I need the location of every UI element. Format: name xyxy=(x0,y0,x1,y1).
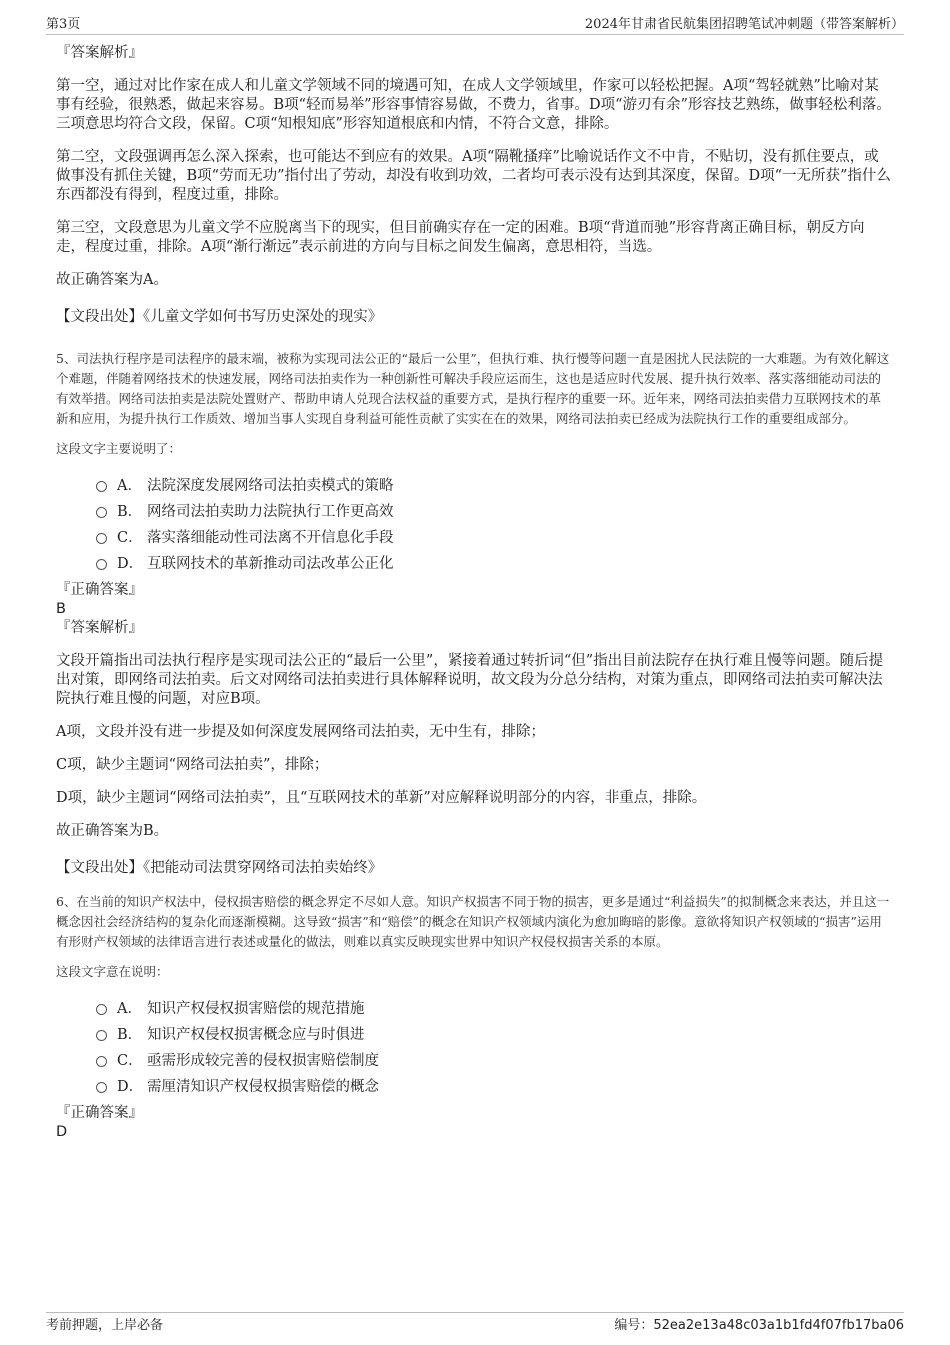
page-header xyxy=(46,12,904,35)
page-footer xyxy=(46,1312,904,1333)
radio-icon[interactable] xyxy=(96,481,107,492)
q5-stem: 5、司法执行程序是司法程序的最末端，被称为实现司法公正的“最后一公里”，但执行难、执行慢等问题一直是困扰人民法院的一大难题。为有效化解这个难题，伴随着网络技术的快速发展，网络司法拍卖作为一种创新性可解决手段应运而生，这也是适应时代发展、提升执行效率、落实落细能动司法的有效举措。网络司法拍卖是法院处置财产、帮助申请人兑现合法权益的重要方式，是执行程序的重要一环。近年来，网络司法拍卖借力互联网技术的革新和应用，为提升执行工作质效、增加当事人实现自身利益可能性贡献了实实在在的效果，网络司法拍卖已经成为法院执行工作的重要组成部分。 xyxy=(56,351,890,426)
q5-option-c[interactable]: C． 落实落细能动性司法离不开信息化手段 xyxy=(96,523,892,549)
q4-analysis-para1: 第一空，通过对比作家在成人和儿童文学领域不同的境遇可知，在成人文学领域里，作家可以轻松把握。A项“驾轻就熟”比喻对某事有经验，很熟悉，做起来容易。B项“轻而易举”形容事情容易做，不费力，省事。D项“游刃有余”形容技艺熟练，做事轻松利落。三项意思均符合文段，保留。C项“知根知底”形容知道根底和内情，不符合文意，排除。 xyxy=(56,78,891,132)
q5-option-d[interactable]: D． 互联网技术的革新推动司法改革公正化 xyxy=(96,549,892,575)
page-number: 第3页 xyxy=(46,17,81,32)
q4-analysis-para3: 第三空，文段意思为儿童文学不应脱离当下的现实，但目前确实存在一定的困难。B项“背道而驰”形容背离正确目标，朝反方向走，程度过重，排除。A项“渐行渐远”表示前进的方向与目标之间发生偏离，意思相符，当选。 xyxy=(56,220,865,255)
radio-icon[interactable] xyxy=(96,1004,107,1015)
q6-answer-label: 『正确答案』 xyxy=(56,1105,143,1121)
q4-conclusion: 故正确答案为A。 xyxy=(56,272,168,288)
q4-source: 【文段出处】《儿童文学如何书写历史深处的现实》 xyxy=(56,309,383,325)
document-title: 2024年甘肃省民航集团招聘笔试冲刺题（带答案解析） xyxy=(584,17,904,32)
q5-answer: B xyxy=(56,601,66,617)
q6-stem: 6、在当前的知识产权法中，侵权损害赔偿的概念界定不尽如人意。知识产权损害不同于物的损害，更多是通过“利益损失”的拟制概念来表达，并且这一概念因社会经济结构的复杂化而逐渐模糊。这导致“损害”和“赔偿”的概念在知识产权领域内演化为愈加晦暗的影像。意欲将知识产权领域的“损害”运用有形财产权领域的法律语言进行表述或量化的做法，则难以真实反映现实世界中知识产权侵权损害关系的本原。 xyxy=(56,894,890,949)
radio-icon[interactable] xyxy=(96,533,107,544)
radio-icon[interactable] xyxy=(96,507,107,518)
document-code: 编号：52ea2e13a48c03a1b1fd4f07fb17ba06 xyxy=(614,1318,904,1333)
radio-icon[interactable] xyxy=(96,1056,107,1067)
radio-icon[interactable] xyxy=(96,559,107,570)
q6-option-a[interactable]: A． 知识产权侵权损害赔偿的规范措施 xyxy=(96,994,892,1020)
page-content xyxy=(56,44,892,1142)
footer-slogan: 考前押题，上岸必备 xyxy=(46,1318,164,1333)
q5-question: 这段文字主要说明了： xyxy=(56,441,182,456)
q5-source: 【文段出处】《把能动司法贯穿网络司法拍卖始终》 xyxy=(56,860,383,876)
q5-option-a[interactable]: A． 法院深度发展网络司法拍卖模式的策略 xyxy=(96,471,892,497)
q5-options xyxy=(96,471,892,575)
q5-analysis-para1: 文段开篇指出司法执行程序是实现司法公正的“最后一公里”，紧接着通过转折词“但”指出目前法院存在执行难且慢等问题。随后提出对策，即网络司法拍卖。后文对网络司法拍卖进行具体解释说明，故文段为分总分结构，对策为重点，即网络司法拍卖可解决法院执行难且慢的问题，对应B项。 xyxy=(56,653,884,707)
q5-analysis-para2: A项，文段并没有进一步提及如何深度发展网络司法拍卖，无中生有，排除； xyxy=(56,724,545,740)
radio-icon[interactable] xyxy=(96,1082,107,1093)
q5-analysis-label: 『答案解析』 xyxy=(56,620,143,636)
q6-option-d[interactable]: D． 需厘清知识产权侵权损害赔偿的概念 xyxy=(96,1072,892,1098)
q6-option-b[interactable]: B． 知识产权侵权损害概念应与时俱进 xyxy=(96,1020,892,1046)
q5-analysis-para3: C项，缺少主题词“网络司法拍卖”，排除； xyxy=(56,757,329,773)
q4-analysis-para2: 第二空，文段强调再怎么深入探索，也可能达不到应有的效果。A项“隔靴搔痒”比喻说话作文不中肯，不贴切，没有抓住要点，或做事没有抓住关键，B项“劳而无功”指付出了劳动，却没有收到功效，二者均可表示没有达到其深度，保留。D项“一无所获”指什么东西都没有得到，程度过重，排除。 xyxy=(56,149,891,203)
q5-analysis-para4: D项，缺少主题词“网络司法拍卖”，且“互联网技术的革新”对应解释说明部分的内容，非重点，排除。 xyxy=(56,790,707,806)
q6-options xyxy=(96,994,892,1098)
q5-option-b[interactable]: B． 网络司法拍卖助力法院执行工作更高效 xyxy=(96,497,892,523)
radio-icon[interactable] xyxy=(96,1030,107,1041)
q4-analysis-label: 『答案解析』 xyxy=(56,45,143,61)
q5-conclusion: 故正确答案为B。 xyxy=(56,823,169,839)
q6-answer: D xyxy=(56,1124,68,1140)
q6-option-c[interactable]: C． 亟需形成较完善的侵权损害赔偿制度 xyxy=(96,1046,892,1072)
q6-question: 这段文字意在说明： xyxy=(56,964,169,979)
q5-answer-label: 『正确答案』 xyxy=(56,582,143,598)
